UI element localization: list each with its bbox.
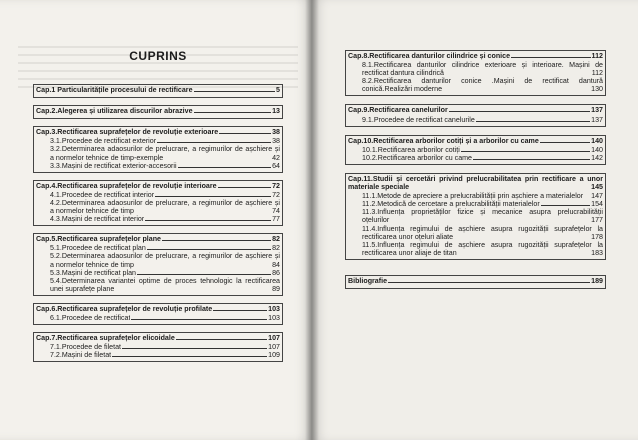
page-number: 72 [272, 181, 280, 190]
toc-entry [36, 215, 280, 223]
dot-leader [476, 121, 590, 122]
toc-entry [36, 145, 280, 161]
toc-entry [36, 244, 280, 252]
book-gutter [305, 0, 319, 440]
toc-entry [348, 146, 603, 154]
dot-leader [388, 282, 590, 283]
page-number: 72 [272, 190, 280, 199]
chapter-heading [36, 235, 280, 243]
page-number: 13 [272, 107, 280, 116]
entry-title: 11.3.Influența proprietăților fizice și mecanice asupra prelucrabilității oțelurilor [362, 208, 603, 225]
page-number: 130 [591, 85, 603, 94]
page-number: 103 [268, 313, 280, 322]
dot-leader [176, 339, 267, 340]
toc-chapter-10 [345, 135, 606, 165]
dot-leader [155, 196, 271, 197]
toc-entry [348, 154, 603, 162]
entry-title: 8.1.Rectificarea danturilor cilindrice exterioare și interioare. Mașini de rectificat dantura cilindrică [362, 61, 603, 78]
entry-title: 11.5.Influența regimului de așchiere asupra rugozității suprafețelor la rectificarea unor aliaje de titan [362, 240, 603, 257]
toc-entry [348, 208, 603, 224]
page-number: 86 [272, 268, 280, 277]
dot-leader [213, 310, 267, 311]
entry-title: 7.1.Procedee de filetat [50, 343, 121, 352]
chapter-heading [36, 86, 280, 94]
toc-entry [36, 351, 280, 359]
chapter-title: Cap.2.Alegerea și utilizarea discurilor abrazive [36, 107, 193, 116]
chapter-title: Cap.1 Particularitățile procesului de rectificare [36, 86, 193, 95]
page-number: 177 [591, 216, 603, 225]
toc-entry [348, 61, 603, 77]
toc-entry [36, 277, 280, 293]
dot-leader [219, 133, 271, 134]
toc-entry [36, 252, 280, 268]
dot-leader [122, 348, 267, 349]
entry-title: 11.4.Influența regimului de așchiere asupra rugozității suprafețelor la rectificarea unor oțeluri aliate [362, 224, 603, 241]
page-number: 145 [591, 183, 603, 192]
entry-title: 6.1.Procedee de rectificat [50, 313, 131, 322]
page-number: 189 [591, 276, 603, 285]
dot-leader [541, 205, 590, 206]
page-number: 137 [591, 115, 603, 124]
chapter-heading [348, 175, 603, 191]
chapter-heading [36, 182, 280, 190]
chapter-heading [348, 277, 603, 285]
chapter-heading [36, 334, 280, 342]
toc-chapter-6 [33, 303, 283, 325]
page-number: 112 [591, 52, 603, 60]
right-page [312, 0, 638, 440]
toc-entry [348, 77, 603, 93]
dot-leader [112, 356, 267, 357]
dot-leader [178, 167, 272, 168]
dot-leader [473, 159, 590, 160]
toc-entry [348, 192, 603, 200]
chapter-title: Cap.3.Rectificarea suprafețelor de revoluție exterioare [36, 128, 219, 137]
entry-title: 5.1.Procedee de rectificat plan [50, 244, 146, 253]
dot-leader [194, 112, 272, 113]
page-number: 107 [268, 334, 280, 343]
toc-entry [36, 314, 280, 322]
page-number: 38 [272, 128, 280, 137]
chapter-heading [36, 107, 280, 115]
toc-chapter-7 [33, 332, 283, 362]
page-number: 109 [268, 351, 280, 360]
page-number: 112 [591, 69, 603, 78]
toc-chapter-3 [33, 126, 283, 172]
toc-entry [36, 269, 280, 277]
entry-title: 4.1.Procedee de rectificat interior [50, 190, 155, 199]
toc-entry [348, 116, 603, 124]
page-number: 142 [591, 153, 603, 162]
dot-leader [131, 319, 267, 320]
chapter-heading [348, 52, 603, 60]
entry-title: 11.1.Metode de apreciere a prelucrabilității prin așchiere a materialelor [362, 192, 584, 201]
toc-chapter-8 [345, 50, 606, 96]
chapter-title: Bibliografie [348, 276, 388, 285]
page-number: 77 [272, 215, 280, 224]
entry-title: 9.1.Procedee de rectificat canelurile [362, 115, 475, 124]
entry-title: 8.2.Rectificarea danturilor conice .Mașini de rectificat dantură conică.Realizări moderne [362, 77, 603, 94]
dot-leader [449, 111, 590, 112]
entry-title: 10.1.Rectificarea arborilor cotiți [362, 145, 460, 154]
page-number: 82 [272, 235, 280, 244]
chapter-heading [348, 106, 603, 114]
page-number: 107 [268, 343, 280, 352]
entry-title: 3.2.Determinarea adaosurilor de prelucrare, a regimurilor de așchiere și a normelor tehnice de timp-exemple [50, 145, 280, 162]
chapter-title: Cap.9.Rectificarea canelurilor [348, 106, 448, 115]
dot-leader [461, 151, 590, 152]
toc-right-column [345, 50, 606, 297]
toc-bibliography [345, 275, 606, 289]
chapter-title: Cap.11.Studii și cercetări privind prelucrabilitatea prin rectificare a unor materiale speciale [348, 174, 603, 192]
chapter-title: Cap.10.Rectificarea arborilor cotiți și a arborilor cu came [348, 136, 539, 145]
entry-title: 4.2.Determinarea adaosurilor de prelucrare, a regimurilor de așchiere și a normelor tehnice de timp [50, 198, 280, 216]
chapter-title: Cap.6.Rectificarea suprafețelor de revoluție profilate [36, 304, 213, 313]
page-number: 154 [591, 200, 603, 209]
entry-title: 5.3.Mașini de rectificat plan [50, 268, 136, 277]
toc-entry [348, 241, 603, 257]
toc-chapter-9 [345, 104, 606, 126]
dot-leader [147, 249, 271, 250]
toc-chapter-2 [33, 105, 283, 119]
chapter-heading [36, 305, 280, 313]
page-number: 183 [591, 248, 603, 257]
page-number: 82 [272, 244, 280, 253]
chapter-title: Cap.8.Rectificarea danturilor cilindrice și conice [348, 52, 511, 60]
chapter-title: Cap.4.Rectificarea suprafețelor de revoluție interioare [36, 181, 217, 190]
toc-entry [36, 343, 280, 351]
chapter-title: Cap.7.Rectificarea suprafețelor elicoidale [36, 334, 175, 343]
toc-chapter-5 [33, 233, 283, 296]
dot-leader [540, 142, 590, 143]
dot-leader [218, 187, 272, 188]
toc-entry [36, 191, 280, 199]
entry-title: 11.2.Metodică de cercetare a prelucrabilității materialelor [362, 200, 540, 209]
page-number: 140 [591, 145, 603, 154]
entry-title: 3.3.Mașini de rectificat exterior-accesorii [50, 161, 177, 170]
chapter-heading [36, 128, 280, 136]
dot-leader [194, 91, 276, 92]
page-number: 38 [272, 137, 280, 146]
page-number: 178 [591, 232, 603, 241]
page-number: 147 [591, 192, 603, 201]
entry-title: 3.1.Procedee de rectificat exterior [50, 137, 157, 146]
toc-chapter-1 [33, 84, 283, 98]
page-number: 42 [272, 153, 280, 162]
dot-leader [511, 57, 591, 58]
toc-chapter-11 [345, 173, 606, 260]
toc-title: CUPRINS [129, 49, 187, 63]
chapter-title: Cap.5.Rectificarea suprafețelor plane [36, 235, 161, 244]
toc-entry [36, 199, 280, 215]
entry-title: 5.4.Determinarea variantei optime de proces tehnologic la rectificarea unei suprafețe plane [50, 276, 280, 293]
dot-leader [137, 274, 271, 275]
page-number: 64 [272, 161, 280, 170]
left-page [0, 0, 312, 440]
dot-leader [145, 220, 271, 221]
toc-entry [348, 200, 603, 208]
page-number: 84 [272, 260, 280, 269]
dot-leader [157, 142, 271, 143]
page-number: 140 [591, 136, 603, 145]
entry-title: 10.2.Rectificarea arborilor cu came [362, 153, 473, 162]
toc-entry [36, 162, 280, 170]
entry-title: 5.2.Determinarea adaosurilor de prelucrare, a regimurilor de așchiere și a normelor tehnice de timp [50, 252, 280, 269]
chapter-heading [348, 137, 603, 145]
page-number: 5 [276, 86, 280, 95]
dot-leader [162, 240, 271, 241]
entry-title: 4.3.Mașini de rectificat interior [50, 215, 145, 224]
page-number: 89 [272, 284, 280, 293]
toc-chapter-4 [33, 180, 283, 226]
page-number: 103 [268, 304, 280, 313]
toc-entry [348, 225, 603, 241]
page-number: 74 [272, 207, 280, 216]
page-number: 137 [591, 106, 603, 115]
entry-title: 7.2.Mașini de filetat [50, 351, 112, 360]
toc-entry [36, 137, 280, 145]
toc-left-column [33, 49, 283, 369]
